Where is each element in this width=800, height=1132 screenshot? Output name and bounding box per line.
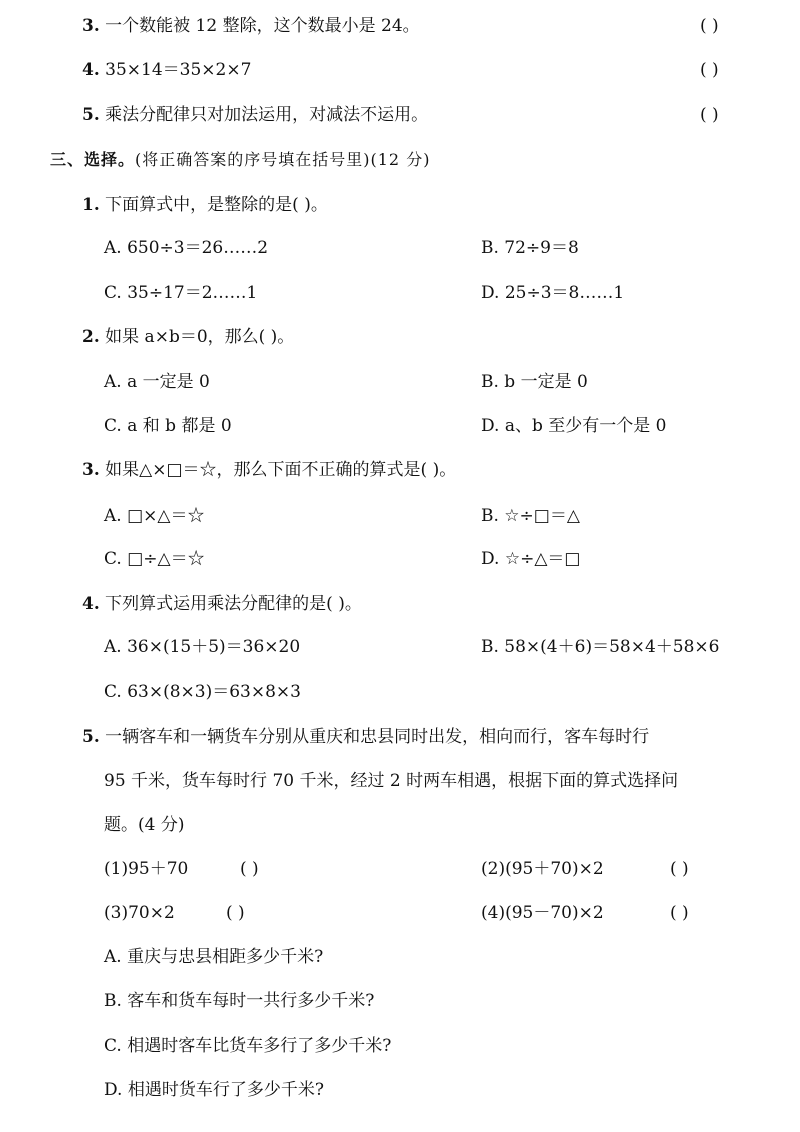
option-c[interactable]: C. □÷△＝☆ xyxy=(104,549,205,569)
option-d[interactable]: D. a、b 至少有一个是 0 xyxy=(481,416,667,436)
question-number: 5. xyxy=(82,727,100,747)
question-number: 2. xyxy=(82,327,100,347)
option-c[interactable]: C. 35÷17＝2……1 xyxy=(104,283,258,303)
question-stem: 如果△×□＝☆，那么下面不正确的算式是( )。 xyxy=(105,460,457,480)
item-number: 5. xyxy=(82,105,100,125)
option-a[interactable]: A. a 一定是 0 xyxy=(104,372,210,392)
question-4-stem xyxy=(82,592,362,616)
option-a[interactable]: A. 650÷3＝26……2 xyxy=(104,238,269,258)
item-text: 一个数能被 12 整除，这个数最小是 24。 xyxy=(105,16,420,36)
section-title: 三、选择。 xyxy=(50,150,136,169)
question-5-stem-line-2: 95 千米，货车每时行 70 千米，经过 2 时两车相遇，根据下面的算式选择问 xyxy=(104,771,679,791)
section-heading xyxy=(50,148,430,172)
choice-a: A. 重庆与忠县相距多少千米? xyxy=(104,947,324,967)
question-number: 3. xyxy=(82,460,100,480)
answer-bracket[interactable]: ( ) xyxy=(700,105,719,125)
answer-bracket[interactable]: ( ) xyxy=(670,903,689,923)
question-stem: 如果 a×b＝0，那么( )。 xyxy=(105,327,295,347)
option-a[interactable]: A. 36×(15＋5)＝36×20 xyxy=(104,637,301,657)
item-text: 乘法分配律只对加法运用，对减法不运用。 xyxy=(105,105,429,125)
choice-c: C. 相遇时客车比货车多行了多少千米? xyxy=(104,1036,392,1056)
answer-bracket[interactable]: ( ) xyxy=(240,859,259,879)
option-a[interactable]: A. □×△＝☆ xyxy=(104,506,205,526)
option-b[interactable]: B. 58×(4＋6)＝58×4＋58×6 xyxy=(481,637,720,657)
question-5-stem-line-1 xyxy=(82,725,649,749)
choice-b: B. 客车和货车每时一共行多少千米? xyxy=(104,991,375,1011)
question-5-stem-line-3: 题。(4 分) xyxy=(104,815,185,835)
answer-bracket[interactable]: ( ) xyxy=(700,60,719,80)
choice-d: D. 相遇时货车行了多少千米? xyxy=(104,1080,324,1100)
judge-item-5 xyxy=(82,103,428,127)
option-b[interactable]: B. b 一定是 0 xyxy=(481,372,588,392)
item-number: 4. xyxy=(82,60,100,80)
item-number: 3. xyxy=(82,16,100,36)
option-d[interactable]: D. 25÷3＝8……1 xyxy=(481,283,625,303)
formula-1: (1)95＋70 xyxy=(104,859,189,879)
question-1-stem xyxy=(82,193,328,217)
question-3-stem xyxy=(82,458,456,482)
option-c[interactable]: C. a 和 b 都是 0 xyxy=(104,416,232,436)
question-stem: 下面算式中，是整除的是( )。 xyxy=(105,195,328,215)
formula-2: (2)(95＋70)×2 xyxy=(481,859,604,879)
judge-item-4 xyxy=(82,58,251,82)
item-text: 35×14＝35×2×7 xyxy=(105,60,252,80)
answer-bracket[interactable]: ( ) xyxy=(670,859,689,879)
formula-4: (4)(95－70)×2 xyxy=(481,903,604,923)
option-b[interactable]: B. 72÷9＝8 xyxy=(481,238,579,258)
option-d[interactable]: D. ☆÷△＝□ xyxy=(481,549,581,569)
section-note: (将正确答案的序号填在括号里)(12 分) xyxy=(135,150,431,169)
question-2-stem xyxy=(82,325,294,349)
option-c[interactable]: C. 63×(8×3)＝63×8×3 xyxy=(104,682,301,702)
judge-item-3 xyxy=(82,14,420,38)
question-number: 1. xyxy=(82,195,100,215)
question-stem: 一辆客车和一辆货车分别从重庆和忠县同时出发，相向而行，客车每时行 xyxy=(105,727,650,747)
question-stem: 下列算式运用乘法分配律的是( )。 xyxy=(105,594,362,614)
question-number: 4. xyxy=(82,594,100,614)
answer-bracket[interactable]: ( ) xyxy=(226,903,245,923)
answer-bracket[interactable]: ( ) xyxy=(700,16,719,36)
formula-3: (3)70×2 xyxy=(104,903,175,923)
option-b[interactable]: B. ☆÷□＝△ xyxy=(481,506,580,526)
